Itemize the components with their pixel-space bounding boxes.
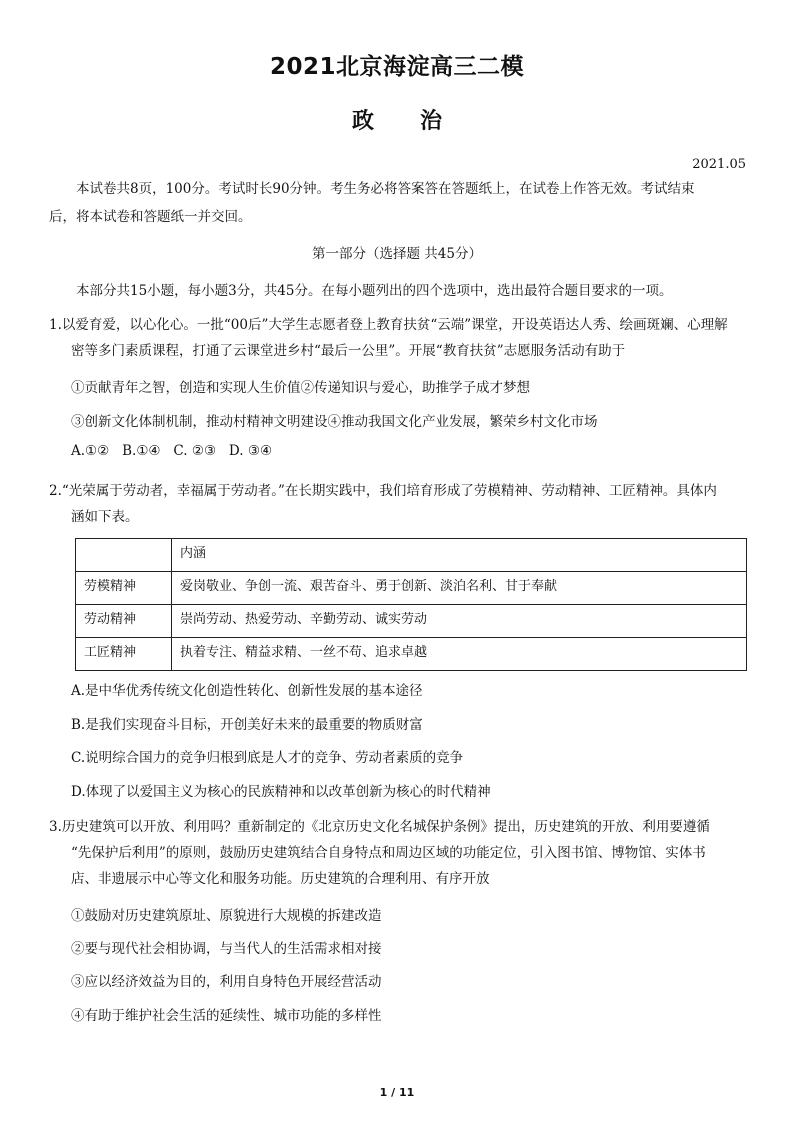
- subject-title: [0, 104, 794, 135]
- table-row: [76, 638, 747, 671]
- instructions-line-1: 本试卷共8页，100分。考试时长90分钟。考生务必将答案答在答题纸上，在试卷上作答无效。考试结束: [76, 181, 695, 197]
- question-3-line-2: “先保护后利用”的原则，鼓励历史建筑结合自身特点和周边区域的功能定位，引入图书馆、博物馆、实体书: [71, 845, 706, 861]
- table-cell: 爱岗敬业、争创一流、艰苦奋斗、勇于创新、淡泊名利、甘于奉献: [172, 572, 747, 605]
- table-cell: 工匠精神: [76, 638, 172, 671]
- table-row: [76, 572, 747, 605]
- page-number: 1 / 11: [379, 1086, 415, 1099]
- question-2-option-d: D.体现了以爱国主义为核心的民族精神和以改革创新为核心的时代精神: [71, 784, 491, 800]
- question-3-statement-2: ②要与现代社会相协调，与当代人的生活需求相对接: [71, 941, 382, 957]
- table-cell: 劳模精神: [76, 572, 172, 605]
- question-2-line-2: 涵如下表。: [71, 509, 139, 525]
- question-1-statement-1: ①贡献青年之智，创造和实现人生价值②传递知识与爱心，助推学子成才梦想: [71, 380, 530, 396]
- subject-char-2: 治: [420, 109, 443, 134]
- question-3-line-3: 店、非遗展示中心等文化和服务功能。历史建筑的合理利用、有序开放: [71, 871, 490, 887]
- question-3-line-1: 3.历史建筑可以开放、利用吗？重新制定的《北京历史文化名城保护条例》提出，历史建筑的开放、利用要遵循: [49, 819, 710, 835]
- question-2-line-1: 2.“光荣属于劳动者，幸福属于劳动者。”在长期实践中，我们培育形成了劳模精神、劳动精神、工匠精神。具体内: [49, 483, 717, 499]
- question-3-statement-4: ④有助于维护社会生活的延续性、城市功能的多样性: [71, 1008, 382, 1024]
- exam-date: 2021.05: [692, 157, 746, 172]
- question-2-option-c: C.说明综合国力的竞争归根到底是人才的竞争、劳动者素质的竞争: [71, 750, 464, 766]
- instructions-line-2: 后，将本试卷和答题纸一并交回。: [49, 209, 252, 225]
- table-cell: [76, 539, 172, 572]
- question-2-option-b: B.是我们实现奋斗目标，开创美好未来的最重要的物质财富: [71, 717, 423, 733]
- table-cell: 执着专注、精益求精、一丝不苟、追求卓越: [172, 638, 747, 671]
- table-cell: 崇尚劳动、热爱劳动、辛勤劳动、诚实劳动: [172, 605, 747, 638]
- subject-char-1: 政: [351, 109, 374, 134]
- question-3-statement-3: ③应以经济效益为目的，利用自身特色开展经营活动: [71, 974, 382, 990]
- instructions: [49, 178, 749, 228]
- exam-title: 2021北京海淀高三二模: [269, 54, 524, 80]
- table-cell: 劳动精神: [76, 605, 172, 638]
- table-cell: 内涵: [172, 539, 747, 572]
- spirit-table: [75, 538, 747, 671]
- part1-heading: 第一部分（选择题 共45分）: [312, 246, 482, 262]
- table-row: [76, 605, 747, 638]
- question-1-options: A.①② B.①④ C. ②③ D. ③④: [71, 443, 273, 459]
- question-1-line-2: 密等多门素质课程，打通了云课堂进乡村“最后一公里”。开展“教育扶贫”志愿服务活动有助于: [71, 343, 626, 359]
- question-1-line-1: 1.以爱育爱，以心化心。一批“00后”大学生志愿者登上教育扶贫“云端”课堂，开设英语达人秀、绘画斑斓、心理解: [49, 317, 728, 333]
- question-1-statement-2: ③创新文化体制机制，推动村精神文明建设④推动我国文化产业发展，繁荣乡村文化市场: [71, 414, 598, 430]
- part1-intro: 本部分共15小题，每小题3分，共45分。在每小题列出的四个选项中，选出最符合题目要求的一项。: [76, 283, 673, 299]
- question-2-option-a: A.是中华优秀传统文化创造性转化、创新性发展的基本途径: [71, 683, 423, 699]
- question-3-statement-1: ①鼓励对历史建筑原址、原貌进行大规模的拆建改造: [71, 908, 382, 924]
- table-header-row: [76, 539, 747, 572]
